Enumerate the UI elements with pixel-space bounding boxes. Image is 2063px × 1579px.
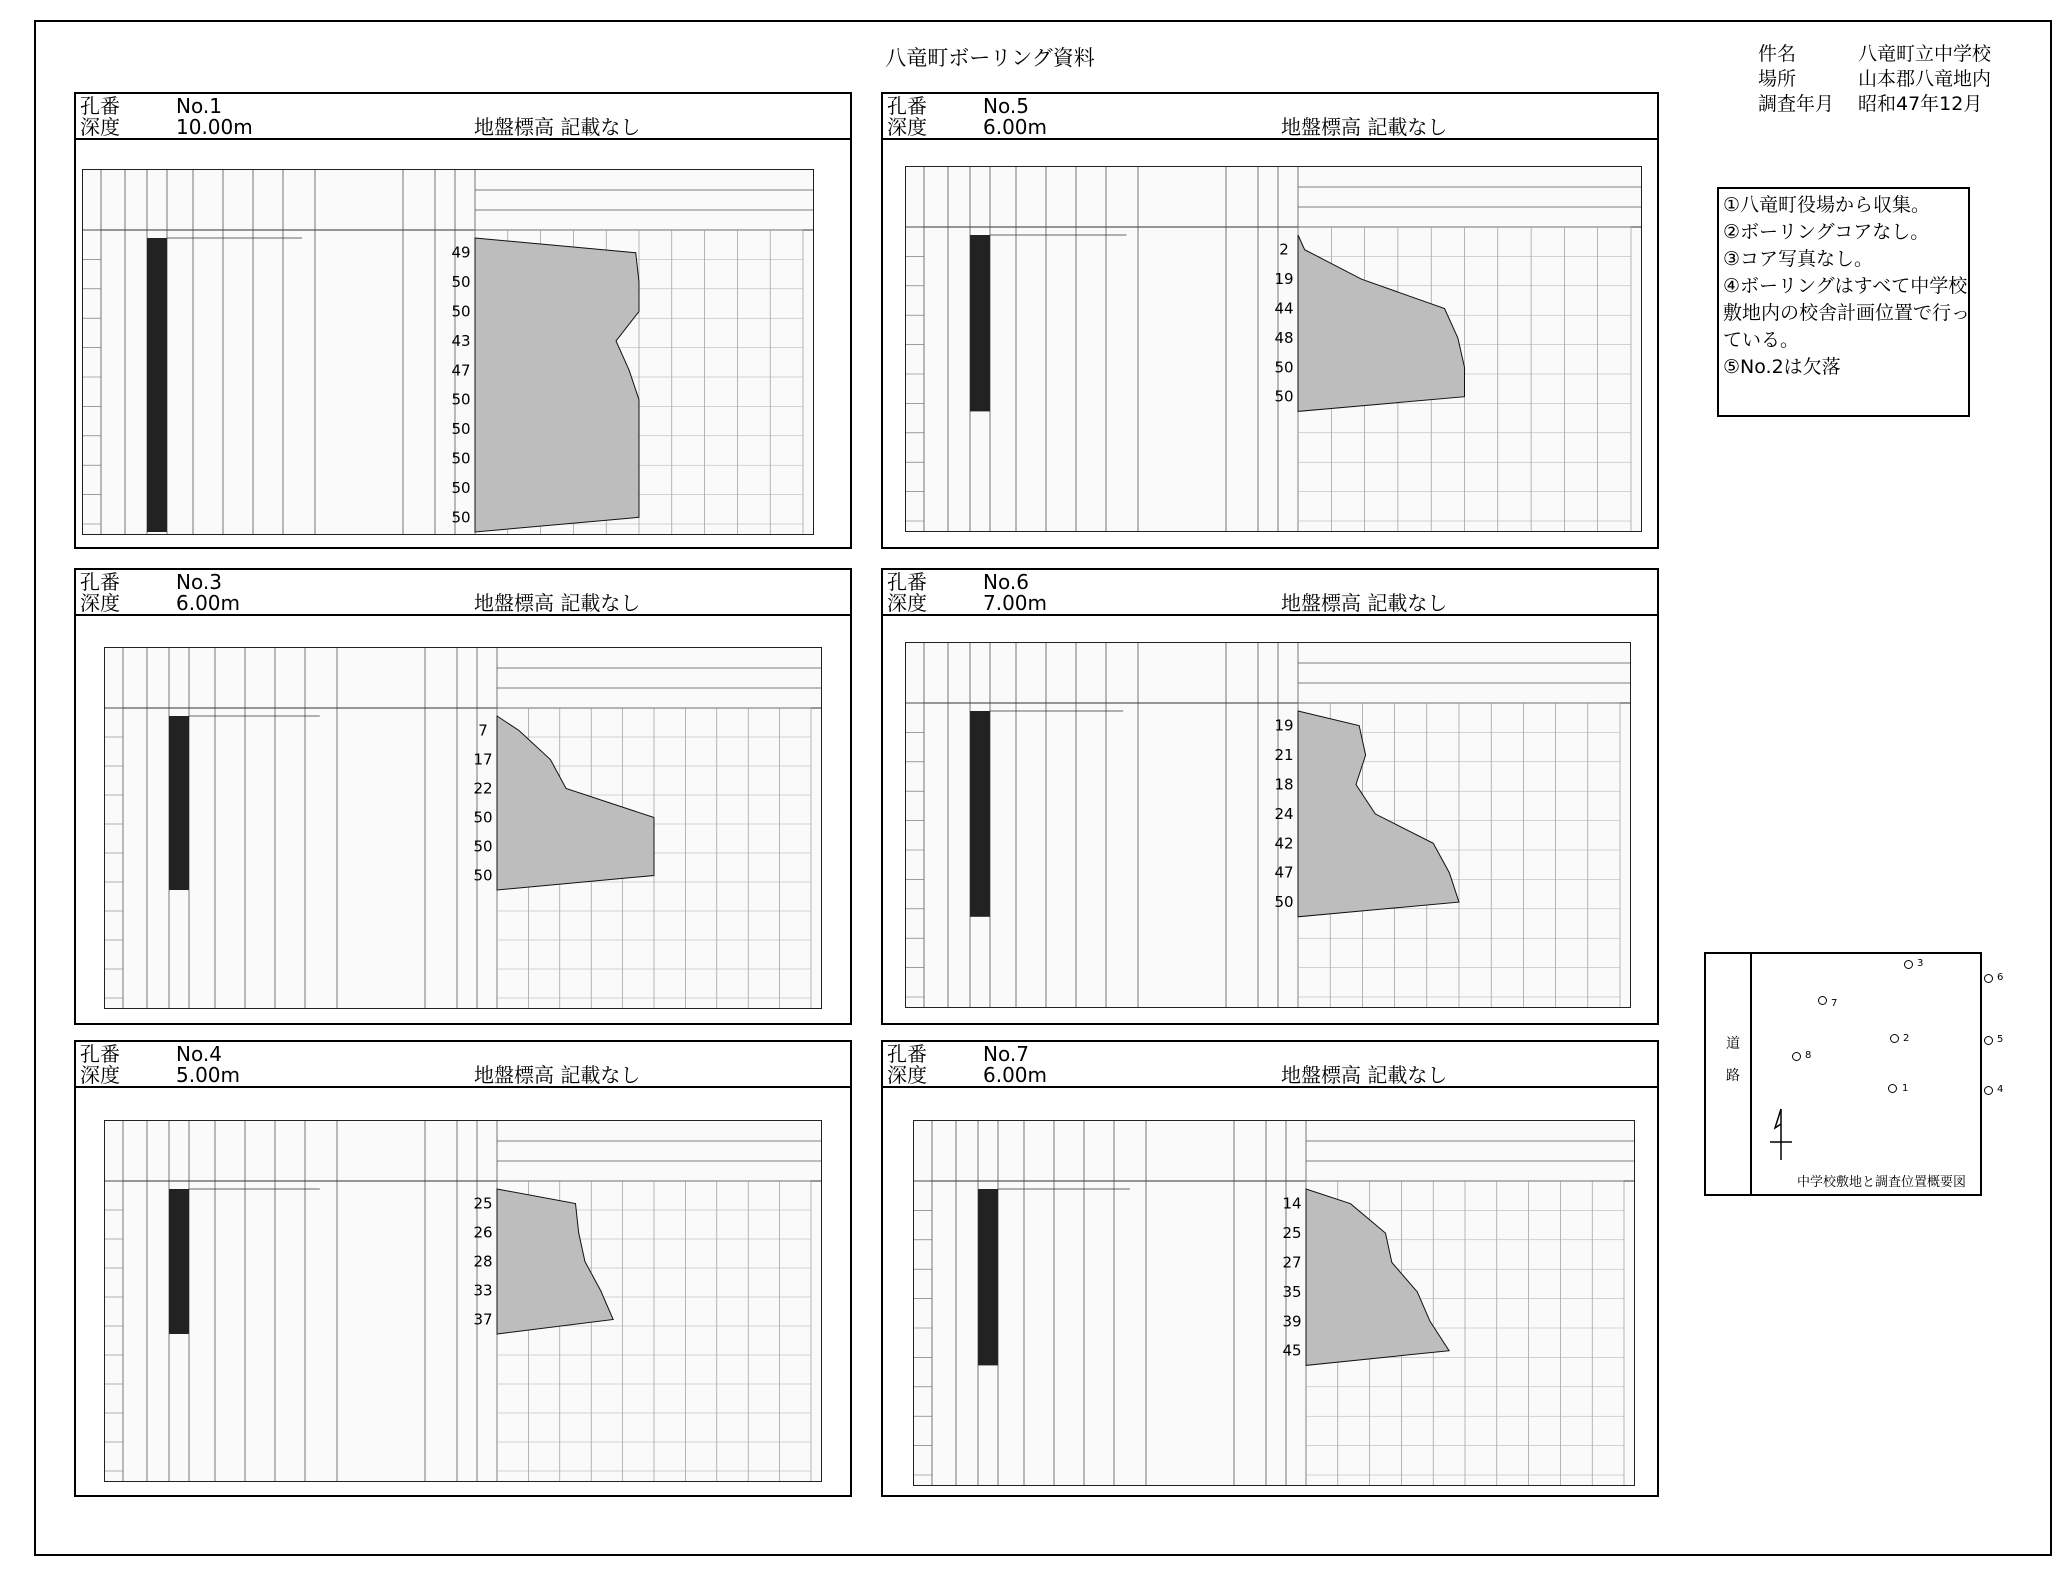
n-value-label: 27	[1282, 1253, 1302, 1272]
n-value-profile	[1306, 1189, 1449, 1365]
depth-label: 深度	[887, 115, 927, 139]
info-key: 調査年月	[1758, 93, 1835, 115]
n-value-label: 50	[473, 837, 493, 856]
n-value-label: 18	[1274, 775, 1294, 794]
boring-log-image	[913, 1120, 1635, 1486]
borehole-point-label: 5	[1997, 1034, 2004, 1045]
borehole-point-8	[1792, 1052, 1801, 1061]
n-value-label: 50	[451, 273, 471, 292]
map-caption: 中学校敷地と調査位置概要図	[1796, 1175, 1966, 1190]
elevation-note: 地盤標高 記載なし	[474, 1063, 641, 1087]
note-line: ①八竜町役場から収集。	[1723, 194, 1931, 216]
n-value-label: 2	[1279, 240, 1289, 259]
elevation-note: 地盤標高 記載なし	[474, 591, 641, 615]
depth-label: 深度	[887, 1063, 927, 1087]
n-value-label: 50	[451, 508, 471, 527]
info-value: 八竜町立中学校	[1858, 43, 1992, 65]
n-value-label: 50	[1274, 387, 1294, 406]
depth-label: 深度	[80, 115, 120, 139]
hole-label: 孔番	[80, 94, 120, 118]
n-value-label: 28	[473, 1252, 493, 1271]
n-value-label: 48	[1274, 328, 1294, 347]
info-block	[1758, 42, 1991, 117]
borehole-point-2	[1890, 1034, 1899, 1043]
n-value-profile	[475, 238, 639, 532]
borehole-panel-3	[74, 568, 852, 1025]
borehole-point-label: 2	[1903, 1033, 1910, 1044]
borehole-point-label: 6	[1997, 972, 2004, 983]
borehole-point-label: 1	[1902, 1083, 1909, 1094]
n-value-label: 50	[1274, 893, 1294, 912]
borehole-point-label: 7	[1831, 998, 1838, 1009]
borehole-point-label: 4	[1997, 1084, 2004, 1095]
n-value-label: 22	[473, 779, 493, 798]
hole-label: 孔番	[887, 94, 927, 118]
n-value-label: 14	[1282, 1194, 1302, 1213]
info-key: 件名	[1758, 43, 1797, 65]
road-label: 道路	[1726, 1036, 1740, 1084]
hole-number: No.6	[983, 570, 1029, 594]
hole-label: 孔番	[80, 570, 120, 594]
panel-header	[883, 570, 1657, 616]
depth-value: 10.00m	[176, 115, 253, 139]
hole-number: No.7	[983, 1042, 1029, 1066]
info-row-name	[1758, 42, 1991, 67]
borehole-panel-6	[881, 568, 1659, 1025]
n-value-profile	[1298, 235, 1465, 411]
boring-log-image	[104, 1120, 822, 1482]
boring-log-image	[104, 647, 822, 1009]
n-value-profile	[497, 716, 654, 890]
info-row-place	[1758, 67, 1991, 92]
n-value-label: 39	[1282, 1312, 1302, 1331]
borehole-point-3	[1904, 960, 1913, 969]
borehole-panel-4	[74, 1040, 852, 1497]
n-value-label: 45	[1282, 1341, 1302, 1360]
note-line: ている。	[1723, 329, 1800, 351]
depth-value: 6.00m	[983, 1063, 1048, 1087]
hole-label: 孔番	[887, 1042, 927, 1066]
n-value-label: 37	[473, 1310, 493, 1329]
n-value-label: 50	[1274, 358, 1294, 377]
depth-value: 5.00m	[176, 1063, 241, 1087]
n-value-label: 50	[473, 808, 493, 827]
road-strip	[1706, 954, 1752, 1194]
n-value-label: 35	[1282, 1282, 1302, 1301]
boring-log-drawing	[105, 1121, 821, 1481]
hole-number: No.3	[176, 570, 222, 594]
site-location-map	[1704, 952, 2004, 1196]
document-title: 八竜町ボーリング資料	[885, 46, 1095, 70]
borehole-point-label: 8	[1805, 1050, 1812, 1061]
n-value-label: 25	[1282, 1224, 1302, 1243]
borehole-panel-1	[74, 92, 852, 549]
n-value-label: 33	[473, 1281, 493, 1300]
panel-header	[883, 1042, 1657, 1088]
depth-value: 6.00m	[983, 115, 1048, 139]
boring-log-drawing	[105, 648, 821, 1008]
n-value-label: 25	[473, 1194, 493, 1213]
notes-box	[1717, 187, 1970, 417]
depth-value: 6.00m	[176, 591, 241, 615]
elevation-note: 地盤標高 記載なし	[474, 115, 641, 139]
n-value-label: 42	[1274, 834, 1294, 853]
n-value-label: 44	[1274, 299, 1294, 318]
n-value-label: 50	[473, 866, 493, 885]
n-value-label: 17	[473, 750, 493, 769]
hole-number: No.4	[176, 1042, 222, 1066]
elevation-note: 地盤標高 記載なし	[1281, 1063, 1448, 1087]
hole-number: No.1	[176, 94, 222, 118]
borehole-point-5	[1984, 1036, 1993, 1045]
info-row-date	[1758, 92, 1991, 117]
info-value: 山本郡八竜地内	[1858, 68, 1992, 90]
note-line: ⑤No.2は欠落	[1723, 356, 1841, 378]
info-key: 場所	[1758, 68, 1797, 90]
n-value-label: 47	[451, 361, 471, 380]
n-value-label: 43	[451, 331, 471, 350]
n-value-label: 50	[451, 302, 471, 321]
note-line: ②ボーリングコアなし。	[1723, 221, 1930, 243]
n-value-label: 50	[451, 420, 471, 439]
borehole-point-6	[1984, 974, 1993, 983]
n-value-label: 50	[451, 478, 471, 497]
hole-number: No.5	[983, 94, 1029, 118]
panel-header	[883, 94, 1657, 140]
n-value-label: 49	[451, 243, 471, 262]
boring-log-drawing	[83, 170, 813, 534]
borehole-point-7	[1818, 996, 1827, 1005]
elevation-note: 地盤標高 記載なし	[1281, 591, 1448, 615]
borehole-point-4	[1984, 1086, 1993, 1095]
borehole-panel-5	[881, 92, 1659, 549]
boring-log-image	[905, 642, 1631, 1008]
n-value-label: 7	[478, 721, 488, 740]
hole-label: 孔番	[887, 570, 927, 594]
borehole-point-1	[1888, 1084, 1897, 1093]
n-value-label: 19	[1274, 270, 1294, 289]
boring-log-drawing	[914, 1121, 1634, 1485]
n-value-label: 21	[1274, 746, 1294, 765]
panel-header	[76, 1042, 850, 1088]
n-value-label: 47	[1274, 863, 1294, 882]
info-value: 昭和47年12月	[1858, 93, 1983, 115]
boring-log-image	[905, 166, 1642, 532]
n-value-label: 24	[1274, 804, 1294, 823]
panel-header	[76, 94, 850, 140]
depth-label: 深度	[887, 591, 927, 615]
n-value-label: 50	[451, 390, 471, 409]
n-value-label: 26	[473, 1223, 493, 1242]
north-arrow-icon	[1766, 1104, 1796, 1164]
note-line: ④ボーリングはすべて中学校	[1723, 275, 1968, 297]
n-value-label: 50	[451, 449, 471, 468]
boring-log-drawing	[906, 643, 1630, 1007]
depth-label: 深度	[80, 1063, 120, 1087]
borehole-panel-7	[881, 1040, 1659, 1497]
boring-log-image	[82, 169, 814, 535]
boring-log-drawing	[906, 167, 1641, 531]
depth-label: 深度	[80, 591, 120, 615]
elevation-note: 地盤標高 記載なし	[1281, 115, 1448, 139]
hole-label: 孔番	[80, 1042, 120, 1066]
n-value-label: 19	[1274, 716, 1294, 735]
panel-header	[76, 570, 850, 616]
n-value-profile	[497, 1189, 613, 1334]
depth-value: 7.00m	[983, 591, 1048, 615]
borehole-point-label: 3	[1917, 958, 1924, 969]
note-line: ③コア写真なし。	[1723, 248, 1874, 270]
n-value-profile	[1298, 711, 1459, 917]
note-line: 敷地内の校舎計画位置で行っ	[1723, 302, 1971, 324]
